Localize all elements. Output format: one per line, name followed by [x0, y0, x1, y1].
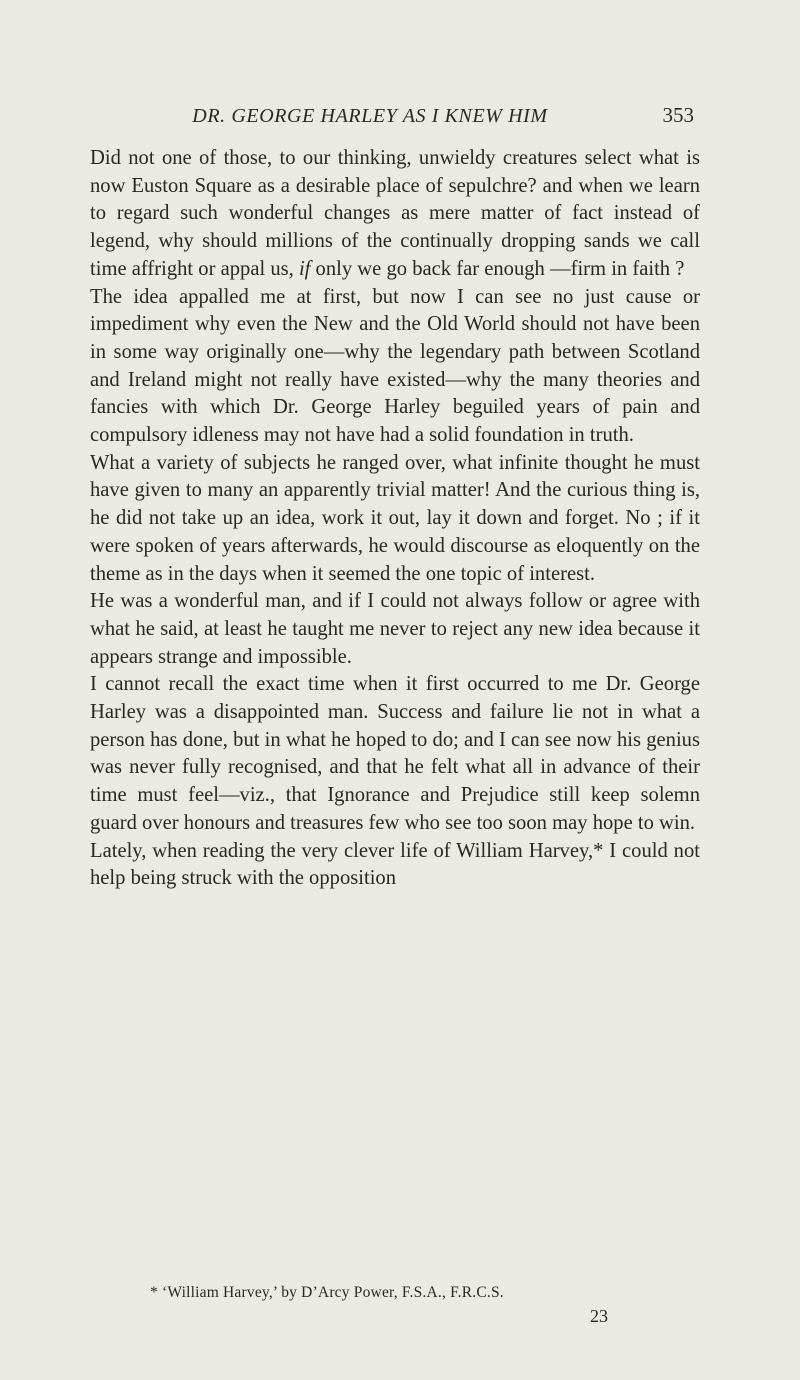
paragraph-1-text-a: Did not one of those, to our thinking, unwieldy creatures select what is now Euston Square as a desirable place of sepulchre? and when we learn to regard such wonderful changes as mere matter of fact instead of legend, why should millions of the continually dropping sands we call time affright or appal us,: [90, 147, 700, 280]
page-number: 353: [662, 103, 694, 127]
signature-mark: 23: [590, 1306, 608, 1326]
paragraph-4: He was a wonderful man, and if I could not always follow or agree with what he said, at least he taught me never to reject any new idea because it appears strange and impossible.: [90, 590, 700, 668]
footnote: * ‘William Harvey,’ by D’Arcy Power, F.S.A., F.R.C.S.: [150, 1284, 504, 1301]
paragraph-3: What a variety of subjects he ranged over, what infinite thought he must have given to many an apparently trivial matter! And the curious thing is, he did not take up an idea, work it out, lay it down and forget. No ; if it were spoken of years afterwards, he would discourse as eloquently on the theme as in the days when it seemed the one topic of interest.: [90, 451, 700, 585]
paragraph-6: Lately, when reading the very clever life of William Harvey,* I could not help being struck with the opposition: [90, 839, 700, 890]
running-head: [90, 97, 694, 131]
paragraph-1-italic-word: if: [298, 257, 311, 280]
paragraph-2: The idea appalled me at first, but now I can see no just cause or impediment why even the New and the Old World should not have been in some way originally one—why the legendary path between Scotland and Ireland might not really have existed—why the many theories and fancies with which Dr. George Harley beguiled years of pain and compulsory idleness may not have had a solid foundation in truth.: [90, 285, 700, 447]
paragraph-1: [90, 145, 700, 284]
body-text: [90, 145, 700, 893]
running-title: DR. GEORGE HARLEY AS I KNEW HIM: [192, 105, 548, 127]
paragraph-1-text-b: only we go back far enough —firm in faith ?: [310, 257, 685, 280]
paragraph-5: I cannot recall the exact time when it first occurred to me Dr. George Harley was a disappointed man. Success and failure lie not in what a person has done, but in what he hoped to do; and I can see now his genius was never fully recognised, and that he felt what all in advance of their time must feel—viz., that Ignorance and Prejudice still keep solemn guard over honours and treasures few who see too soon may hope to win.: [90, 673, 700, 834]
